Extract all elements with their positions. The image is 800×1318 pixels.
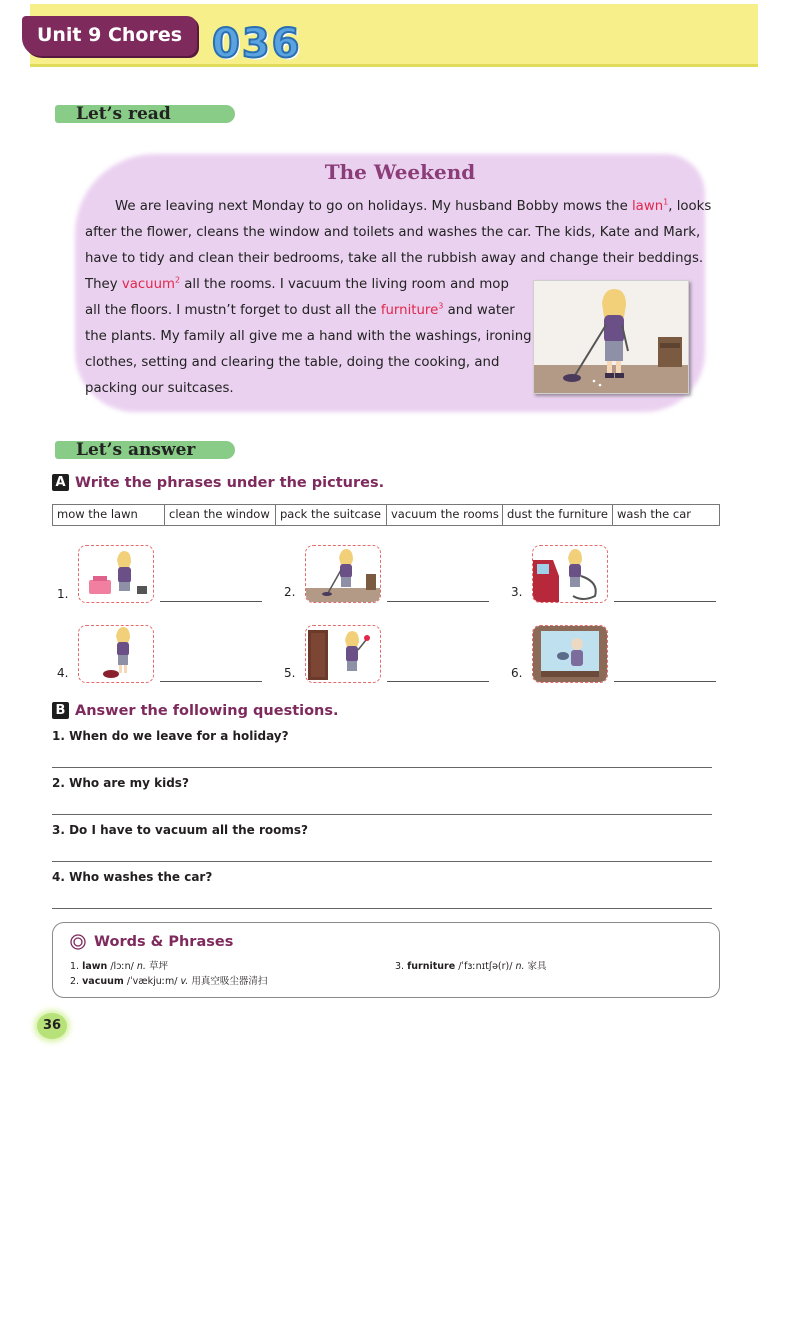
reading-line: We are leaving next Monday to go on holidays. My husband Bobby mows the lawn$^1$, looks (115, 197, 712, 214)
word-num: 1. (70, 961, 80, 972)
answer-line[interactable] (52, 814, 712, 815)
meaning: 用真空吸尘器清扫 (191, 976, 268, 987)
lets-read-heading: Let’s read (76, 104, 171, 124)
page-number: 36 (37, 1013, 67, 1039)
answer-line[interactable] (160, 601, 262, 602)
answer-line[interactable] (52, 908, 712, 909)
phrase-cell: dust the furniture (503, 505, 613, 525)
phonetic: /ˈfɜːnɪtʃə(r)/ (458, 961, 513, 972)
word-entry (70, 976, 267, 988)
part-of-speech: n. (136, 961, 146, 972)
question: 2. Who are my kids? (52, 776, 189, 790)
phonetic: /ˈvækjuːm/ (126, 976, 178, 987)
reading-line: packing our suitcases. (85, 381, 234, 396)
reading-title: The Weekend (324, 160, 476, 184)
vocab-footnote: 1 (663, 197, 669, 207)
part-of-speech: n. (515, 961, 525, 972)
double-circle-icon (70, 934, 86, 950)
vocab-footnote: 2 (174, 275, 181, 285)
word-entry (395, 961, 547, 973)
words-title: Words & Phrases (94, 934, 234, 950)
lesson-number: 036 (212, 21, 302, 67)
phrase-cell: clean the window (165, 505, 276, 525)
word-num: 2. (70, 976, 80, 987)
unit-label: Unit 9 Chores (22, 16, 197, 56)
part-a-badge: A (52, 474, 69, 491)
answer-line[interactable] (614, 601, 716, 602)
item-number: 5. (284, 666, 296, 680)
picture-mop-floor (78, 625, 154, 683)
question: 1. When do we leave for a holiday? (52, 729, 289, 743)
vocab-highlight: vacuum (121, 277, 175, 292)
reading-line: the plants. My family all give me a hand with the washings, ironing (85, 329, 532, 344)
picture-pack-suitcase (78, 545, 154, 603)
reading-line: after the flower, cleans the window and toilets and washes the car. The kids, Kate and Mark, (85, 225, 701, 240)
part-b-badge: B (52, 702, 69, 719)
answer-line[interactable] (387, 601, 489, 602)
answer-line[interactable] (614, 681, 716, 682)
part-b-title: Answer the following questions. (75, 703, 339, 719)
picture-vacuum-rooms (305, 545, 381, 603)
phrase-cell: pack the suitcase (276, 505, 387, 525)
answer-line[interactable] (160, 681, 262, 682)
picture-wash-car (532, 545, 608, 603)
phrase-table (52, 504, 720, 526)
word-num: 3. (395, 961, 405, 972)
answer-line[interactable] (52, 767, 712, 768)
reading-line: all the floors. I mustn’t forget to dust all the furniture$^3$ and water (85, 301, 515, 318)
reading-line: They vacuum$^2$ all the rooms. I vacuum the living room and mop (85, 275, 509, 292)
vocab-highlight: lawn (631, 199, 664, 214)
meaning: 草坪 (148, 961, 168, 972)
reading-illustration (533, 280, 689, 394)
vocab-highlight: furniture (380, 303, 439, 318)
answer-line[interactable] (387, 681, 489, 682)
picture-clean-window (532, 625, 608, 683)
picture-dust-furniture (305, 625, 381, 683)
phrase-cell: vacuum the rooms (387, 505, 503, 525)
lets-answer-heading: Let’s answer (76, 440, 196, 460)
vocab-footnote: 3 (438, 301, 444, 311)
phonetic: /lɔːn/ (110, 961, 134, 972)
answer-line[interactable] (52, 861, 712, 862)
item-number: 3. (511, 585, 523, 599)
question: 3. Do I have to vacuum all the rooms? (52, 823, 308, 837)
word: furniture (407, 961, 456, 972)
part-of-speech: v. (180, 976, 189, 987)
word: vacuum (82, 976, 124, 987)
word-entry (70, 961, 168, 973)
reading-line: have to tidy and clean their bedrooms, take all the rubbish away and change their beddings. (85, 251, 704, 266)
part-a-title: Write the phrases under the pictures. (75, 475, 385, 491)
word: lawn (82, 961, 108, 972)
item-number: 4. (57, 666, 69, 680)
item-number: 1. (57, 587, 69, 601)
phrase-cell: wash the car (617, 507, 692, 521)
item-number: 2. (284, 585, 296, 599)
reading-line: clothes, setting and clearing the table, doing the cooking, and (85, 355, 500, 370)
meaning: 家具 (527, 961, 547, 972)
item-number: 6. (511, 666, 523, 680)
question: 4. Who washes the car? (52, 870, 213, 884)
phrase-cell: mow the lawn (53, 505, 165, 525)
